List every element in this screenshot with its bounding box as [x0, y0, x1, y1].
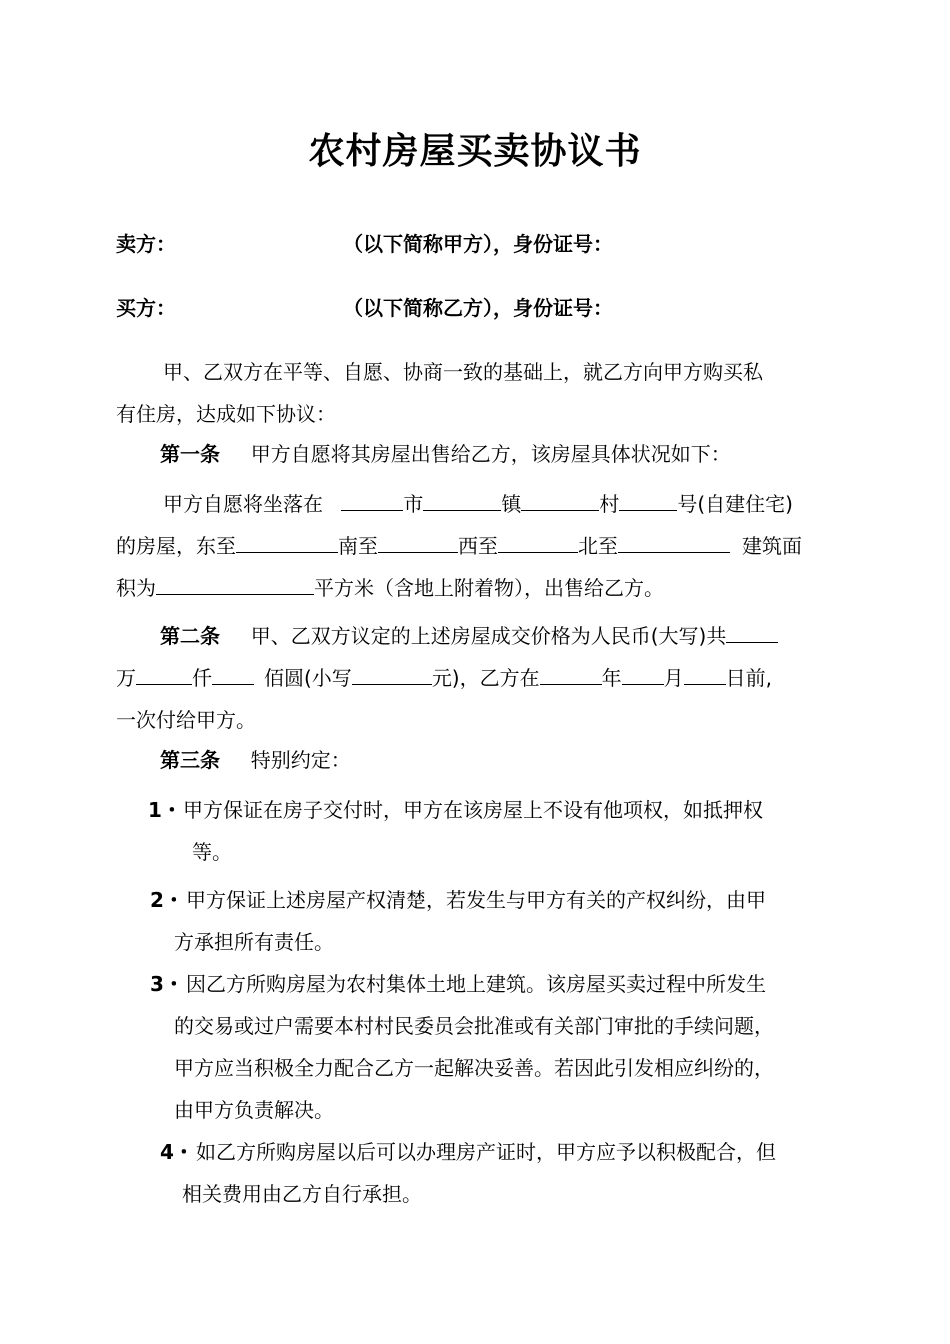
east-blank — [236, 534, 338, 553]
east-label: 的房屋，东至 — [116, 534, 236, 558]
bai-blank — [212, 666, 254, 685]
qian-label: 仟 — [192, 666, 212, 690]
wan-label: 万 — [116, 666, 136, 690]
west-blank — [498, 534, 578, 553]
article2-heading: 第二条 — [160, 624, 220, 648]
item-3-line-2: 的交易或过户需要本村村民委员会批准或有关部门审批的手续问题， — [174, 1014, 774, 1038]
article1-heading: 第一条 — [160, 442, 220, 466]
city-label: 市 — [403, 492, 424, 516]
document-title: 农村房屋买卖协议书 — [308, 131, 642, 172]
number-blank — [619, 492, 677, 511]
month-label: 月 — [663, 666, 684, 690]
article3-heading: 第三条 — [160, 748, 220, 772]
item-2-number: 2・ — [150, 888, 184, 912]
village-blank — [521, 492, 599, 511]
article2-line-2 — [116, 664, 772, 692]
south-label: 南至 — [338, 534, 378, 558]
yuan-label: 元)，乙方在 — [431, 666, 540, 690]
day-blank — [684, 666, 726, 685]
buyer-label: 买方： — [116, 296, 176, 320]
town-blank — [423, 492, 501, 511]
bai-label: 佰圆(小写 — [264, 666, 352, 690]
city-blank — [341, 492, 403, 511]
year-blank — [540, 666, 602, 685]
item-3-line-3: 甲方应当积极全力配合乙方一起解决妥善。若因此引发相应纠纷的， — [174, 1056, 774, 1080]
seller-label: 卖方： — [116, 232, 176, 256]
area-suffix: 平方米（含地上附着物），出售给乙方。 — [314, 576, 664, 600]
day-label: 日前, — [725, 666, 772, 690]
number-label: 号(自建住宅) — [677, 492, 793, 516]
item-3-line-4: 由甲方负责解决。 — [174, 1098, 334, 1122]
small-amount-blank — [352, 666, 432, 685]
west-label: 西至 — [458, 534, 498, 558]
month-blank — [622, 666, 664, 685]
intro-line-1: 甲、乙双方在平等、自愿、协商一致的基础上，就乙方向甲方购买私 — [163, 360, 763, 384]
qian-blank — [136, 666, 192, 685]
item-1-number: 1・ — [148, 798, 182, 822]
buyer-note: （以下简称乙方），身份证号： — [343, 296, 613, 320]
location-prefix: 甲方自愿将坐落在 — [163, 492, 323, 516]
north-label: 北至 — [578, 534, 618, 558]
north-blank — [618, 534, 730, 553]
item-4-line-2: 相关费用由乙方自行承担。 — [182, 1182, 422, 1206]
village-label: 村 — [599, 492, 620, 516]
area-blank — [156, 576, 314, 595]
town-label: 镇 — [501, 492, 522, 516]
article1-area-line — [116, 574, 664, 602]
article1-text: 甲方自愿将其房屋出售给乙方，该房屋具体状况如下： — [250, 442, 731, 466]
item-4-number: 4・ — [160, 1140, 194, 1164]
article1-heading-line — [160, 440, 731, 468]
article3-heading-line — [160, 746, 351, 774]
article2-text: 甲、乙双方议定的上述房屋成交价格为人民币(大写)共 — [250, 624, 727, 648]
item-3-number: 3・ — [150, 972, 184, 996]
item-2-line-1: 甲方保证上述房屋产权清楚，若发生与甲方有关的产权纠纷，由甲 — [186, 888, 766, 912]
item-2-line-2: 方承担所有责任。 — [174, 930, 334, 954]
intro-line-2: 有住房，达成如下协议： — [116, 402, 336, 426]
article3-text: 特别约定： — [250, 748, 351, 772]
article2-line-1 — [160, 622, 778, 650]
item-4-line-1: 如乙方所购房屋以后可以办理房产证时，甲方应予以积极配合，但 — [196, 1140, 776, 1164]
area-label: 建筑面 — [742, 534, 802, 558]
item-1-line-1: 甲方保证在房子交付时，甲方在该房屋上不设有他项权，如抵押权 — [183, 798, 763, 822]
article1-boundary-line — [116, 532, 802, 560]
item-1-line-2: 等。 — [192, 840, 232, 864]
item-3-line-1: 因乙方所购房屋为农村集体土地上建筑。该房屋买卖过程中所发生 — [186, 972, 766, 996]
south-blank — [378, 534, 458, 553]
price-total-blank — [726, 624, 778, 643]
seller-note: （以下简称甲方），身份证号： — [343, 232, 613, 256]
year-label: 年 — [601, 666, 622, 690]
article2-line-3: 一次付给甲方。 — [116, 708, 256, 732]
article1-location-line — [163, 490, 793, 518]
area-prefix: 积为 — [116, 576, 156, 600]
